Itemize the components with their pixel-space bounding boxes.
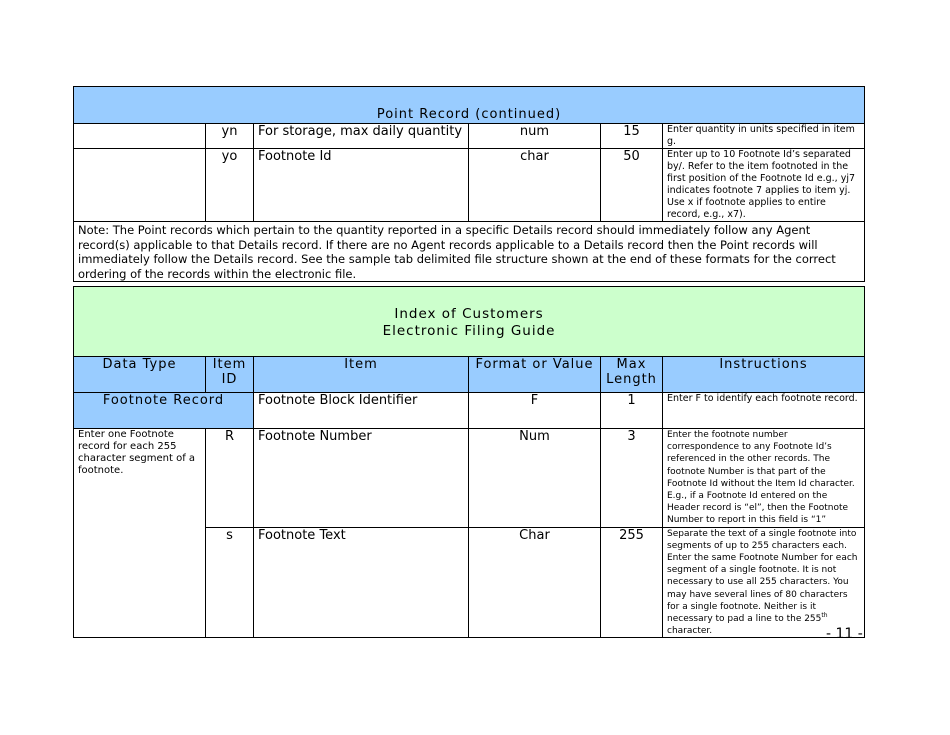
header-item-id: Item ID [206,357,254,393]
instructions-text-end: character. [667,626,713,637]
table-row [74,124,865,149]
max-length-cell: 3 [601,429,663,528]
index-title-line2: Electronic Filing Guide [382,322,556,339]
instructions-cell [663,527,865,638]
max-length-cell: 50 [601,149,663,222]
point-record-note: Note: The Point records which pertain to the quantity reported in a specific Details record should immediately follow any Agent record(s) applicable to that Details record. If there are no Agent records applicable to a Details record then the Point records will immediately follow the Details record. See the sample tab delimited file structure shown at the end of these formats for the correct ordering of the records within the electronic file. [74,222,865,282]
item-cell: Footnote Block Identifier [254,393,469,429]
format-cell: Num [469,429,601,528]
header-row [74,357,865,393]
item-cell: Footnote Id [254,149,469,222]
index-title-line1: Index of Customers [394,305,544,322]
item-id-cell: s [206,527,254,638]
instructions-superscript: th [821,612,828,620]
data-type-cell [74,149,206,222]
header-format: Format or Value [469,357,601,393]
index-title [74,287,865,357]
item-id-cell: yn [206,124,254,149]
data-type-cell [74,124,206,149]
footnote-group-description: Enter one Footnote record for each 255 character segment of a footnote. [74,429,206,638]
index-of-customers-table [73,286,865,638]
instructions-text: Separate the text of a single footnote into segments of up to 255 characters each. Enter the same Footnote Number for each segment of a single footnote. It is not necessary to use all 255 characters. You may have several lines of 80 characters for a single footnote. Neither is it necessary to pad a line to the 255 [667,528,858,625]
item-id-cell: yo [206,149,254,222]
instructions-cell: Enter up to 10 Footnote Id’s separated by/. Refer to the item footnoted in the first position of the Footnote Id e.g., yj7 indicates footnote 7 applies to item yj. Use x if footnote applies to entire record, e.g., x7). [663,149,865,222]
header-item: Item [254,357,469,393]
max-length-cell: 15 [601,124,663,149]
format-cell: Char [469,527,601,638]
table-row [74,149,865,222]
format-cell: num [469,124,601,149]
format-cell: F [469,393,601,429]
item-cell: For storage, max daily quantity [254,124,469,149]
item-id-cell: R [206,429,254,528]
point-record-table [73,86,865,282]
header-max-length: Max Length [601,357,663,393]
format-cell: char [469,149,601,222]
instructions-cell: Enter quantity in units specified in item g. [663,124,865,149]
header-instructions: Instructions [663,357,865,393]
instructions-cell: Enter F to identify each footnote record. [663,393,865,429]
item-cell: Footnote Text [254,527,469,638]
header-data-type: Data Type [74,357,206,393]
instructions-cell: Enter the footnote number correspondence to any Footnote Id’s referenced in the other records. The footnote Number is that part of the Footnote Id without the Item Id character. E.g., if a Footnote Id entered on the Header record is “el”, then the Footnote Number to report in this field is “1” [663,429,865,528]
max-length-cell: 1 [601,393,663,429]
max-length-cell: 255 [601,527,663,638]
point-record-title: Point Record (continued) [74,87,865,124]
table-row [74,429,865,528]
item-cell: Footnote Number [254,429,469,528]
page-number: - 11 - [826,626,863,642]
footnote-record-label: Footnote Record [74,393,254,429]
table-row [74,393,865,429]
